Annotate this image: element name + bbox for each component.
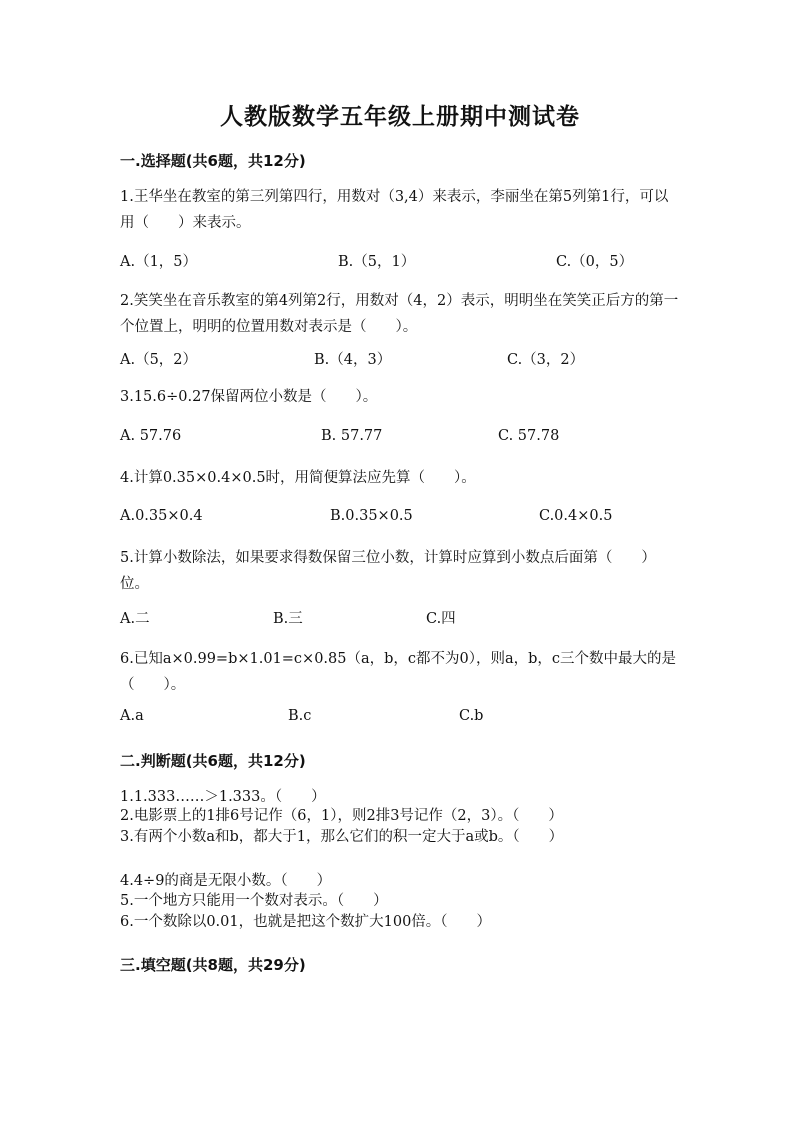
choice-options-5 — [120, 607, 680, 629]
option-a: A.0.35×0.4 — [120, 508, 203, 524]
judge-question-2: 2.电影票上的1排6号记作（6，1），则2排3号记作（2，3）。（ ） — [120, 808, 563, 824]
choice-question-3: 3.15.6÷0.27保留两位小数是（ ）。 — [120, 389, 378, 405]
choice-question-2: 2.笑笑坐在音乐教室的第4列第2行，用数对（4，2）表示，明明坐在笑笑正后方的第一个位置上，明明的位置用数对表示是（ ）。 — [120, 293, 679, 335]
option-c: C.0.4×0.5 — [539, 508, 613, 524]
page-title: 人教版数学五年级上册期中测试卷 — [220, 104, 580, 130]
option-a: A.二 — [120, 611, 150, 627]
option-a: A.a — [120, 708, 144, 724]
option-b: B.三 — [273, 611, 303, 627]
option-c: C.（3，2） — [507, 352, 585, 368]
option-b: B.（5，1） — [338, 254, 416, 270]
option-c: C.（0，5） — [556, 254, 634, 270]
option-c: C.b — [459, 708, 484, 724]
judge-question-6: 6.一个数除以0.01，也就是把这个数扩大100倍。（ ） — [120, 914, 492, 930]
choice-options-1 — [120, 250, 680, 272]
choice-question-5: 5.计算小数除法，如果要求得数保留三位小数，计算时应算到小数点后面第（ ）位。 — [120, 550, 656, 592]
option-c: C. 57.78 — [498, 428, 560, 444]
choice-question-1: 1.王华坐在教室的第三列第四行，用数对（3,4）来表示，李丽坐在第5列第1行，可以用（ ）来表示。 — [120, 189, 669, 231]
option-b: B. 57.77 — [321, 428, 383, 444]
choice-options-3 — [120, 428, 680, 450]
choice-question-4: 4.计算0.35×0.4×0.5时，用简便算法应先算（ ）。 — [120, 470, 476, 486]
section-heading-fill: 三.填空题(共8题，共29分) — [120, 956, 306, 974]
section-heading-judge: 二.判断题(共6题，共12分) — [120, 752, 306, 770]
choice-question-6: 6.已知a×0.99=b×1.01=c×0.85（a，b，c都不为0），则a，b，c三个数中最大的是（ ）。 — [120, 651, 677, 693]
option-c: C.四 — [426, 611, 456, 627]
option-b: B.0.35×0.5 — [330, 508, 413, 524]
judge-question-3: 3.有两个小数a和b，都大于1，那么它们的积一定大于a或b。（ ） — [120, 829, 564, 845]
choice-options-6 — [120, 708, 680, 730]
choice-options-4 — [120, 508, 680, 530]
option-b: B.（4，3） — [314, 352, 392, 368]
choice-options-2 — [120, 348, 680, 370]
option-a: A. 57.76 — [120, 428, 182, 444]
option-a: A.（1，5） — [120, 254, 198, 270]
option-a: A.（5，2） — [120, 352, 198, 368]
section-heading-choice: 一.选择题(共6题，共12分) — [120, 152, 306, 170]
judge-question-5: 5.一个地方只能用一个数对表示。（ ） — [120, 893, 388, 909]
judge-question-4: 4.4÷9的商是无限小数。（ ） — [120, 873, 332, 889]
judge-question-1: 1.1.333……＞1.333。（ ） — [120, 789, 326, 805]
option-b: B.c — [288, 708, 312, 724]
